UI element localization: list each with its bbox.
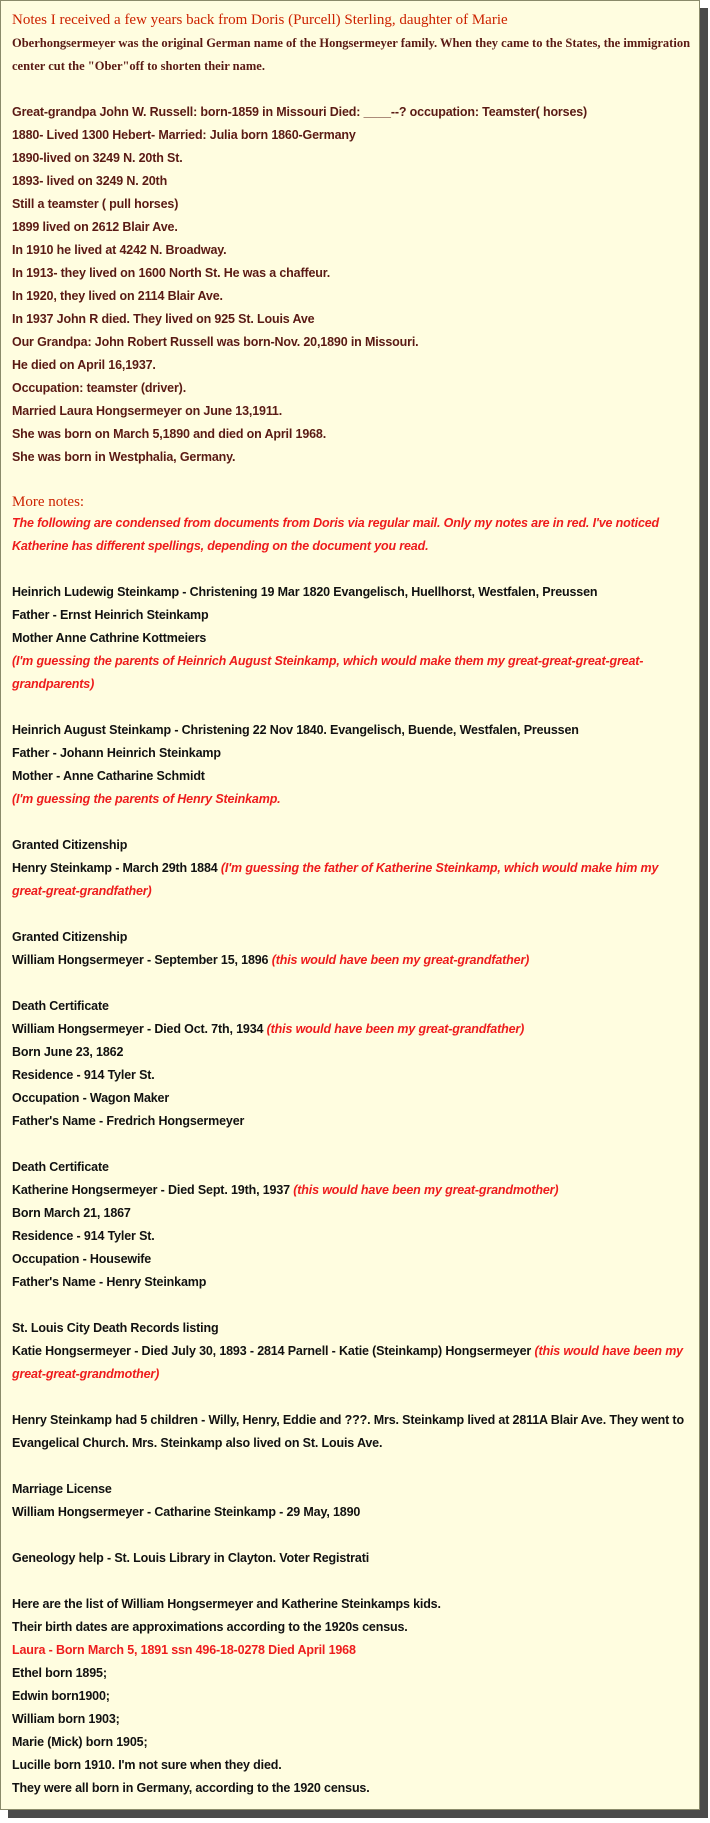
russell-line: Still a teamster ( pull horses): [12, 197, 179, 211]
record-line: Born June 23, 1862: [12, 1045, 124, 1059]
record-text: William Hongsermeyer - September 15, 1896: [12, 953, 269, 967]
kid-line: Ethel born 1895;: [12, 1666, 107, 1680]
record-title: Granted Citizenship: [12, 838, 128, 852]
russell-line: Great-grandpa John W. Russell: born-1859 in Missouri Died: ____--? occupation: Teamster( horses): [12, 105, 588, 119]
kid-line: Edwin born1900;: [12, 1689, 110, 1703]
record-line: Mother - Anne Catharine Schmidt: [12, 769, 205, 783]
russell-section: [12, 101, 691, 469]
record-line: Father - Ernst Heinrich Steinkamp: [12, 608, 209, 622]
kid-line: Lucille born 1910. I'm not sure when they died.: [12, 1758, 282, 1772]
kids-intro: Their birth dates are approximations according to the 1920s census.: [12, 1620, 408, 1634]
record-text: William Hongsermeyer - Died Oct. 7th, 1934: [12, 1022, 264, 1036]
stlouis-records-section: [12, 1317, 691, 1386]
russell-line: She was born in Westphalia, Germany.: [12, 450, 236, 464]
russell-line: He died on April 16,1937.: [12, 358, 156, 372]
intro-heading: Notes I received a few years back from Doris (Purcell) Sterling, daughter of Marie: [12, 12, 508, 28]
russell-line: In 1937 John R died. They lived on 925 St. Louis Ave: [12, 312, 315, 326]
kid-line: Marie (Mick) born 1905;: [12, 1735, 148, 1749]
russell-line: 1880- Lived 1300 Hebert- Married: Julia born 1860-Germany: [12, 128, 356, 142]
russell-line: In 1913- they lived on 1600 North St. He was a chaffeur.: [12, 266, 331, 280]
heinrich-ludewig-section: [12, 581, 691, 696]
guess-note: (this would have been my great-grandfather): [266, 1022, 525, 1036]
record-text: Henry Steinkamp - March 29th 1884: [12, 861, 218, 875]
guess-note: (this would have been my great-great-grandmother): [12, 1344, 683, 1381]
intro-block: [12, 9, 691, 78]
guess-note: (I'm guessing the parents of Heinrich August Steinkamp, which would make them my great-great-great-great-grandparents): [12, 654, 644, 691]
record-title: Marriage License: [12, 1482, 112, 1496]
record-line: Born March 21, 1867: [12, 1206, 131, 1220]
record-title: St. Louis City Death Records listing: [12, 1321, 219, 1335]
russell-line: 1899 lived on 2612 Blair Ave.: [12, 220, 178, 234]
russell-line: 1890-lived on 3249 N. 20th St.: [12, 151, 183, 165]
record-title: Death Certificate: [12, 999, 109, 1013]
kids-intro: Here are the list of William Hongsermeyer and Katherine Steinkamps kids.: [12, 1597, 441, 1611]
russell-line: In 1910 he lived at 4242 N. Broadway.: [12, 243, 227, 257]
record-line: Residence - 914 Tyler St.: [12, 1068, 155, 1082]
russell-line: Occupation: teamster (driver).: [12, 381, 187, 395]
more-notes-text: The following are condensed from documents from Doris via regular mail. Only my notes are in red. I've noticed Katherine has different spellings, depending on the document you read.: [12, 516, 660, 553]
record-line: [12, 1018, 691, 1041]
guess-note: (I'm guessing the father of Katherine Steinkamp, which would make him my great-great-grandfather): [12, 861, 659, 898]
death-katherine-section: [12, 1156, 691, 1294]
record-line: Occupation - Wagon Maker: [12, 1091, 170, 1105]
record-title: Granted Citizenship: [12, 930, 128, 944]
record-line: [12, 1179, 691, 1202]
citizenship-henry-section: [12, 834, 691, 903]
kids-section: [12, 1593, 691, 1800]
russell-line: She was born on March 5,1890 and died on April 1968.: [12, 427, 327, 441]
russell-line: Married Laura Hongsermeyer on June 13,1911.: [12, 404, 283, 418]
record-line: Occupation - Housewife: [12, 1252, 152, 1266]
death-william-section: [12, 995, 691, 1133]
record-line: Father - Johann Heinrich Steinkamp: [12, 746, 221, 760]
more-notes-section: [12, 492, 691, 558]
geneology-help-text: Geneology help - St. Louis Library in Clayton. Voter Registrati: [12, 1551, 370, 1565]
record-line: Residence - 914 Tyler St.: [12, 1229, 155, 1243]
record-line: [12, 857, 691, 903]
henry-children-text: Henry Steinkamp had 5 children - Willy, Henry, Eddie and ???. Mrs. Steinkamp lived at 2811A Blair Ave. They went to Evangelical Church. Mrs. Steinkamp also lived on St. Louis Ave.: [12, 1413, 684, 1450]
record-line: [12, 949, 691, 972]
record-line: Heinrich Ludewig Steinkamp - Christening 19 Mar 1820 Evangelisch, Huellhorst, Westfalen, Preussen: [12, 585, 598, 599]
record-line: [12, 1340, 691, 1386]
russell-line: Our Grandpa: John Robert Russell was born-Nov. 20,1890 in Missouri.: [12, 335, 419, 349]
intro-text: Oberhongsermeyer was the original German name of the Hongsermeyer family. When they came to the States, the immigration center cut the "Ober"off to shorten their name.: [12, 36, 691, 73]
russell-line: In 1920, they lived on 2114 Blair Ave.: [12, 289, 223, 303]
record-line: Mother Anne Cathrine Kottmeiers: [12, 631, 207, 645]
kid-line: They were all born in Germany, according to the 1920 census.: [12, 1781, 370, 1795]
citizenship-william-section: [12, 926, 691, 972]
marriage-section: [12, 1478, 691, 1524]
guess-note: (this would have been my great-grandfather): [271, 953, 530, 967]
guess-note: (this would have been my great-grandmother): [293, 1183, 559, 1197]
record-text: Katie Hongsermeyer - Died July 30, 1893 - 2814 Parnell - Katie (Steinkamp) Hongsermeyer: [12, 1344, 532, 1358]
record-text: Katherine Hongsermeyer - Died Sept. 19th, 1937: [12, 1183, 290, 1197]
record-line: Father's Name - Fredrich Hongsermeyer: [12, 1114, 245, 1128]
record-title: Death Certificate: [12, 1160, 109, 1174]
kid-line: William born 1903;: [12, 1712, 120, 1726]
record-line: William Hongsermeyer - Catharine Steinkamp - 29 May, 1890: [12, 1505, 361, 1519]
record-line: Father's Name - Henry Steinkamp: [12, 1275, 207, 1289]
guess-note: (I'm guessing the parents of Henry Steinkamp.: [12, 792, 281, 806]
record-line: Heinrich August Steinkamp - Christening 22 Nov 1840. Evangelisch, Buende, Westfalen, Preussen: [12, 723, 579, 737]
russell-line: 1893- lived on 3249 N. 20th: [12, 174, 168, 188]
heinrich-august-section: [12, 719, 691, 811]
more-notes-heading: More notes:: [12, 494, 85, 510]
kid-laura: Laura - Born March 5, 1891 ssn 496-18-0278 Died April 1968: [12, 1643, 356, 1657]
